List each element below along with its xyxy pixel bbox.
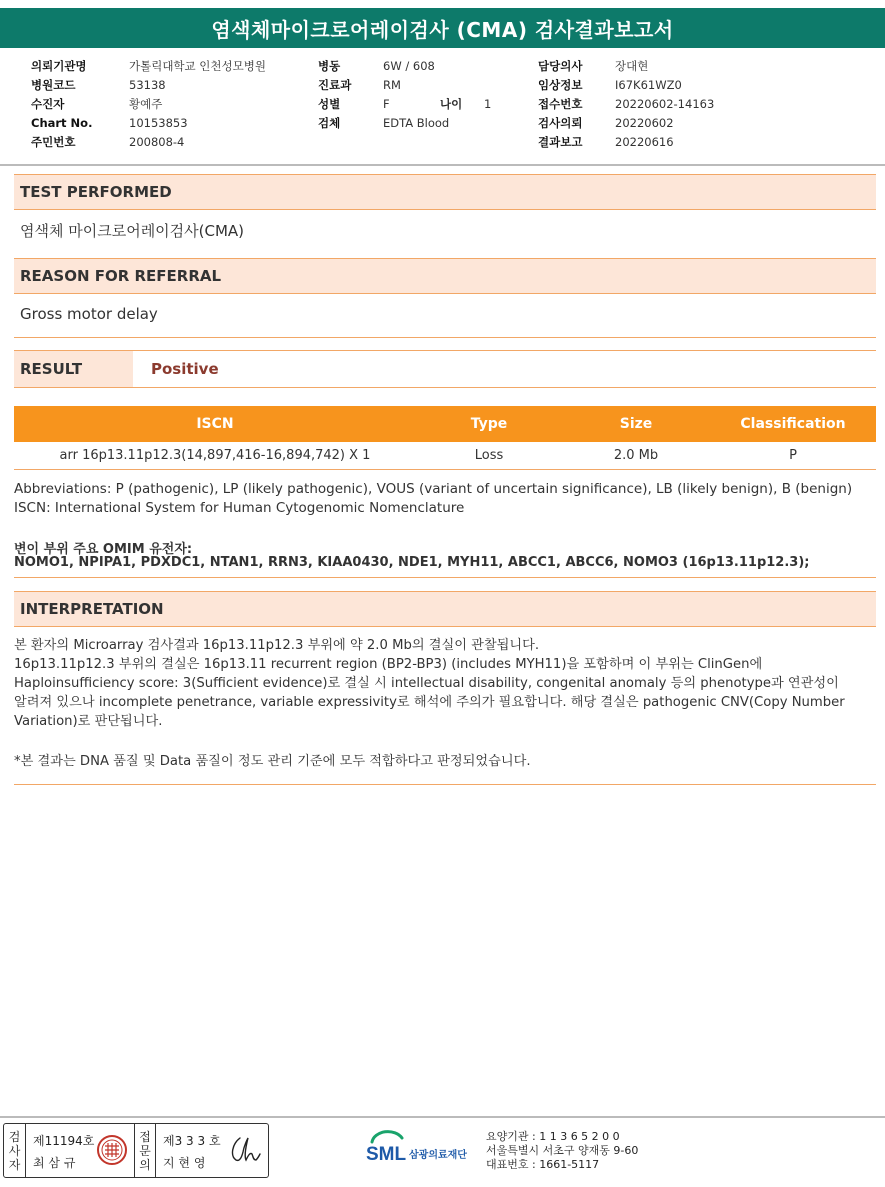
genes-title: 변이 부위 주요 OMIM 유전자: — [14, 542, 193, 557]
interpretation-text — [14, 636, 882, 731]
ward-label: 병동 — [318, 58, 341, 73]
interpretation-line: 16p13.11p12.3 부위의 결실은 16p13.11 recurrent region (BP2-BP3) (includes MYH11)을 포함하며 이 부위는 ClinGen에 — [14, 657, 763, 672]
reviewer-label-char: 문 — [139, 1143, 151, 1158]
lab-code: 요양기관 : 1 1 3 6 5 2 0 0 — [486, 1130, 620, 1143]
footer-divider — [0, 1116, 885, 1118]
header-divider — [0, 164, 885, 166]
cell-type: Loss — [474, 448, 504, 463]
reviewer-vertical-label — [134, 1124, 156, 1177]
signature-icon — [226, 1132, 264, 1168]
reviewer-label-char: 접 — [139, 1129, 151, 1144]
sml-logo — [366, 1128, 486, 1172]
examiner-label-char: 검 — [8, 1129, 21, 1144]
patient-name-label: 수진자 — [31, 96, 65, 111]
interpretation-line: Variation)로 판단됩니다. — [14, 714, 163, 729]
reason-divider — [14, 337, 876, 338]
chart-no-value: 10153853 — [129, 116, 188, 131]
patient-info-col2 — [318, 56, 541, 133]
patient-name-value: 황예주 — [129, 96, 163, 111]
ward-value: 6W / 608 — [383, 58, 435, 73]
test-performed-heading: TEST PERFORMED — [14, 174, 876, 210]
cell-iscn: arr 16p13.11p12.3(14,897,416-16,894,742) X 1 — [59, 448, 371, 463]
sex-label: 성별 — [318, 96, 341, 111]
doctor-label: 담당의사 — [538, 58, 583, 73]
header-classification: Classification — [740, 416, 846, 432]
interpretation-line: 본 환자의 Microarray 검사결과 16p13.11p12.3 부위에 약 2.0 Mb의 결실이 관찰됩니다. — [14, 638, 540, 653]
hospital-code-label: 병원코드 — [31, 77, 76, 92]
clinical-info-label: 임상정보 — [538, 77, 583, 92]
reviewer-name: 지 현 영 — [163, 1156, 206, 1170]
cell-size: 2.0 Mb — [613, 448, 659, 463]
genes-list: NOMO1, NPIPA1, PDXDC1, NTAN1, RRN3, KIAA0430, NDE1, MYH11, ABCC1, ABCC6, NOMO3 (16p13.11p12.3); — [14, 555, 810, 570]
result-value: Positive — [151, 360, 219, 378]
lab-address: 서울특별시 서초구 양재동 9-60 — [486, 1144, 639, 1157]
reviewer-license-no: 제3 3 3 호 — [163, 1134, 221, 1148]
doctor-value: 장대현 — [615, 58, 649, 73]
lab-phone: 대표번호 : 1661-5117 — [486, 1158, 600, 1171]
result-row — [14, 350, 876, 388]
age-label: 나이 — [440, 96, 463, 111]
logo-text: SML — [366, 1144, 407, 1165]
department-value: RM — [383, 77, 401, 92]
receipt-no-value: 20220602-14163 — [615, 96, 715, 111]
interpretation-line: Haploinsufficiency score: 3(Sufficient evidence)로 결실 시 intellectual disability, congenital anomaly 등의 phenotype과 연관성이 — [14, 676, 839, 691]
header-iscn: ISCN — [196, 416, 234, 432]
result-label: RESULT — [14, 351, 133, 387]
abbreviations — [14, 480, 852, 518]
request-date-label: 검사의뢰 — [538, 116, 583, 131]
report-date-label: 결과보고 — [538, 135, 583, 150]
patient-info-col3 — [538, 56, 714, 152]
clinical-info-value: I67K61WZ0 — [615, 77, 682, 92]
age-value: 1 — [484, 96, 492, 111]
institution-value: 가톨릭대학교 인천성모병원 — [129, 58, 266, 73]
specimen-label: 검체 — [318, 116, 341, 131]
test-performed-text: 염색체 마이크로어레이검사(CMA) — [20, 222, 245, 240]
genes-divider — [14, 577, 876, 578]
reason-text: Gross motor delay — [20, 305, 158, 323]
examiner-label-char: 자 — [8, 1157, 21, 1172]
iscn-definition: ISCN: International System for Human Cytogenomic Nomenclature — [14, 500, 465, 516]
abbreviations-line: Abbreviations: P (pathogenic), LP (likely pathogenic), VOUS (variant of uncertain significance), LB (likely benign), B (benign) — [14, 481, 853, 497]
report-date-value: 20220616 — [615, 135, 674, 150]
examiner-license-no: 제11194호 — [33, 1134, 95, 1148]
hospital-code-value: 53138 — [129, 77, 166, 92]
table-header — [14, 406, 876, 442]
seal-stamp-icon — [96, 1134, 128, 1166]
receipt-no-label: 접수번호 — [538, 96, 583, 111]
table-row — [14, 442, 876, 470]
request-date-value: 20220602 — [615, 116, 674, 131]
quality-note: *본 결과는 DNA 품질 및 Data 품질이 정도 관리 기준에 모두 적합하다고 판정되었습니다. — [14, 754, 531, 769]
header-size: Size — [619, 416, 653, 432]
resident-no-value: 200808-4 — [129, 135, 185, 150]
patient-info-col1 — [31, 56, 266, 152]
report-title: 염색체마이크로어레이검사 (CMA) 검사결과보고서 — [0, 8, 885, 48]
examiner-name: 최 삼 규 — [33, 1156, 76, 1170]
reviewer-label-char: 의 — [139, 1157, 151, 1172]
header-type: Type — [470, 416, 508, 432]
interpretation-heading: INTERPRETATION — [14, 591, 876, 627]
resident-no-label: 주민번호 — [31, 135, 76, 150]
specimen-value: EDTA Blood — [383, 116, 450, 131]
cnv-table — [14, 406, 876, 470]
reason-heading: REASON FOR REFERRAL — [14, 258, 876, 294]
institution-label: 의뢰기관명 — [31, 58, 87, 73]
sex-value: F — [383, 96, 390, 111]
logo-name: 삼광의료재단 — [409, 1150, 467, 1161]
interpretation-divider — [14, 784, 876, 785]
examiner-label-char: 사 — [8, 1143, 21, 1158]
interpretation-line: 알려져 있으나 incomplete penetrance, variable expressivity로 해석에 주의가 필요합니다. 해당 결실은 pathogenic CNV(Copy Number — [14, 695, 845, 710]
lab-info — [486, 1130, 638, 1172]
cell-classification: P — [789, 448, 797, 463]
examiner-vertical-label — [4, 1124, 26, 1177]
signature-box — [3, 1123, 269, 1178]
chart-no-label: Chart No. — [31, 116, 93, 131]
department-label: 진료과 — [318, 77, 352, 92]
